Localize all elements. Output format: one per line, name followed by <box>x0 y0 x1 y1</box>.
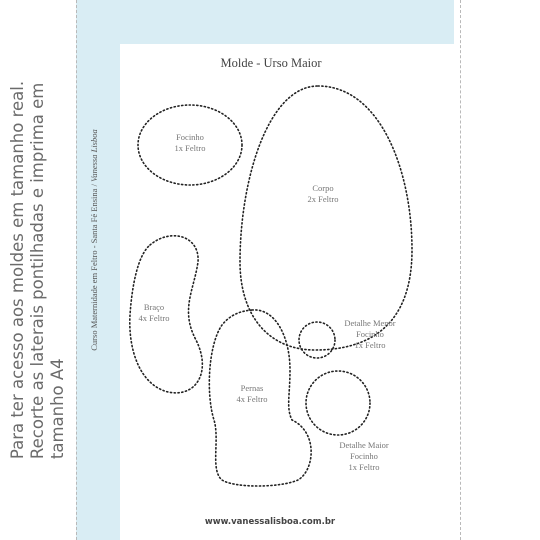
piece-name-2: Focinho <box>356 329 384 339</box>
piece-qty: 1x Feltro <box>354 340 386 350</box>
piece-detalhe-maior-outline <box>306 371 370 435</box>
instructions-line: Para ter acesso aos moldes em tamanho real. <box>8 80 27 460</box>
instructions-line: tamanho A4 <box>48 358 67 460</box>
piece-name: Corpo <box>312 183 334 193</box>
signature-text: Vanessa Lisboa <box>89 129 99 182</box>
piece-detalhe-maior-label <box>328 440 400 473</box>
page-title: Molde - Urso Maior <box>220 56 322 70</box>
website-link[interactable]: www.vanessalisboa.com.br <box>204 517 336 527</box>
piece-qty: 1x Feltro <box>174 143 206 153</box>
piece-corpo-label <box>293 183 353 205</box>
piece-corpo-outline <box>240 86 412 350</box>
piece-name: Pernas <box>240 383 264 393</box>
piece-name: Braço <box>143 302 165 312</box>
piece-qty: 1x Feltro <box>348 462 380 472</box>
instructions-line: Recorte as laterais pontilhadas e imprima em <box>28 82 47 460</box>
piece-name: Detalhe Menor <box>344 318 396 328</box>
piece-focinho-label <box>160 132 220 154</box>
piece-detalhe-menor-label <box>334 318 406 351</box>
course-credit-text: Curso Maternidade em Feltro - Santa Fé Ensina <box>89 188 99 351</box>
piece-detalhe-menor-outline <box>299 322 335 358</box>
piece-name-2: Focinho <box>350 451 378 461</box>
piece-name: Detalhe Maior <box>339 440 389 450</box>
piece-pernas-label <box>222 383 282 405</box>
piece-braco-label <box>124 302 184 324</box>
piece-qty: 2x Feltro <box>307 194 339 204</box>
piece-qty: 4x Feltro <box>138 313 170 323</box>
piece-name: Focinho <box>176 132 204 142</box>
piece-qty: 4x Feltro <box>236 394 268 404</box>
course-credit: Curso Maternidade em Feltro - Santa Fé Ensina / Vanessa Lisboa <box>89 129 99 351</box>
